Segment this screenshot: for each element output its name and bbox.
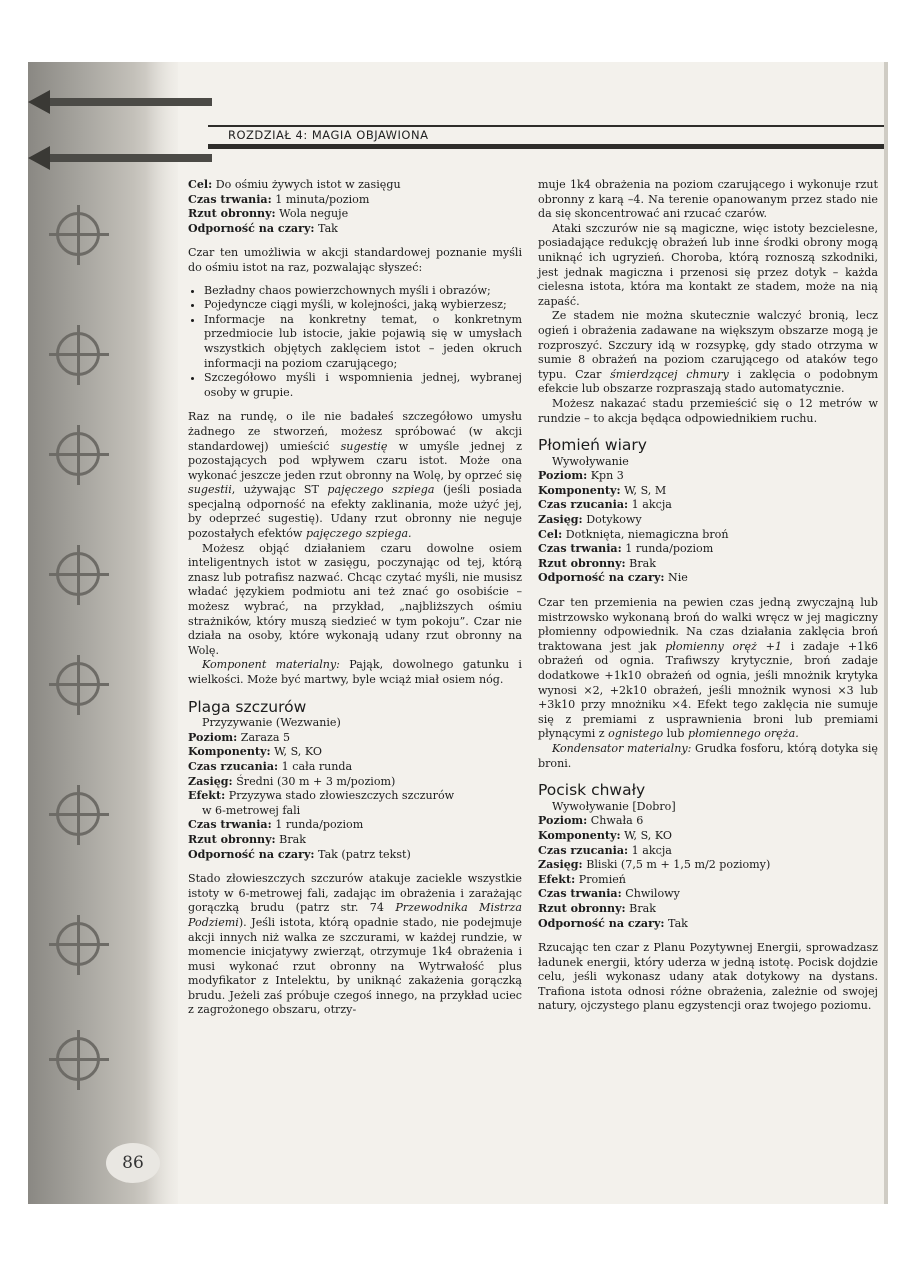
list-item: • Informacje na konkretny temat, o konkretnym przedmiocie lub istocie, jakie pojawią się w umysłach wszystkich objętych zaklęciem istot – jeden okruch informacji na poziom czarującego;	[204, 313, 522, 371]
spell-school: Przyzywanie (Wezwanie)	[202, 716, 341, 730]
rune-icon	[56, 1037, 100, 1081]
spell-title: Plaga szczurów	[188, 697, 307, 716]
rune-icon	[56, 552, 100, 596]
spell-stats: Poziom: Chwała 6 Komponenty: W, S, KO Czas rzucania: 1 akcja Zasięg: Bliski (7,5 m + 1,5 m/2 poziomy) Efekt: Promień Czas trwania: Chwilowy Rzut obronny: Brak Odporność na czary: Tak	[538, 814, 771, 930]
page-number: 86	[106, 1143, 160, 1183]
rune-icon	[56, 332, 100, 376]
list-item: • Pojedyncze ciągi myśli, w kolejności, jaką wybierzesz;	[204, 298, 522, 313]
spell-title: Płomień wiary	[538, 436, 647, 455]
paragraph: Stado złowieszczych szczurów atakuje zaciekle wszystkie istoty w 6-metrowej fali, zadając im obrażenia i zarażając gorączką brudu (patrz str. 74 Przewodnika Mistrza Podziemi). Jeśli istota, którą opadnie stado, nie podejmuje akcji innych niż walka ze szczurami, w każdej rundzie, w momencie inicjatywy zwierząt, otrzymuje 1k4 obrażenia i musi wykonać rzut obronny na Wytrwałość plus modyfikator z Intelektu, by uniknąć zakażenia gorączką brudu. Jeżeli zaś próbuje czegoś innego, na przykład uciec z zagrożonego obszaru, otrzy-	[188, 872, 522, 1017]
rune-icon	[56, 922, 100, 966]
spell-stats: Poziom: Kpn 3 Komponenty: W, S, M Czas rzucania: 1 akcja Zasięg: Dotykowy Cel: Dotknięta, niemagiczna broń Czas trwania: 1 runda/poziom Rzut obronny: Brak Odporność na czary: Nie	[538, 469, 729, 585]
arrow-icon	[42, 154, 212, 162]
paragraph: Czar ten umożliwia w akcji standardowej poznanie myśli do ośmiu istot na raz, pozwalając słyszeć:	[188, 246, 522, 274]
paragraph: Możesz objąć działaniem czaru dowolne osiem inteligentnych istot w zasięgu, poczynając od tej, którą znasz lub potrafisz nazwać. Chcąc czytać myśli, nie musisz władać językiem podmiotu ani też znać go osobiście – możesz wybrać, na przykład, „najbliższych ośmiu strażników, który muszą siedzieć w tym pokoju”. Czar nie działa na osoby, które wykonają udany rzut obronny na Wolę.	[188, 541, 522, 657]
column-right	[538, 178, 878, 1014]
list-item: • Bezładny chaos powierzchownych myśli i obrazów;	[204, 284, 522, 299]
spell-stats: Poziom: Zaraza 5 Komponenty: W, S, KO Czas rzucania: 1 cała runda Zasięg: Średni (30 m + 3 m/poziom) Efekt: Przyzywa stado złowieszczych szczurów w 6-metrowej fali Czas trwania: 1 runda/poziom Rzut obronny: Brak Odporność na czary: Tak (patrz tekst)	[188, 730, 455, 861]
arrow-icon	[42, 98, 212, 106]
list-item: • Szczegółowo myśli i wspomnienia jednej, wybranej osoby w grupie.	[204, 371, 522, 400]
spell-school: Wywoływanie [Dobro]	[552, 799, 676, 813]
spell-school: Wywoływanie	[552, 454, 629, 468]
rune-icon	[56, 212, 100, 256]
spell-title: Pocisk chwały	[538, 781, 646, 800]
paragraph: Komponent materialny: Pająk, dowolnego gatunku i wielkości. Może być martwy, byle wciąż miał osiem nóg.	[188, 658, 522, 686]
paragraph: Możesz nakazać stadu przemieścić się o 12 metrów w rundzie – to akcja będąca odpowiednikiem ruchu.	[538, 396, 878, 425]
arrow-head-icon	[28, 90, 50, 114]
bullet-list	[188, 284, 522, 401]
chapter-title: ROZDZIAŁ 4: MAGIA OBJAWIONA	[228, 128, 429, 142]
rune-icon	[56, 662, 100, 706]
paragraph: Rzucając ten czar z Planu Pozytywnej Energii, sprowadzasz ładunek energii, który uderza w jedną istotę. Pocisk dojdzie celu, jeśli wykonasz udany atak dotykowy na dystans. Trafiona istota odnosi różne obrażenia, zależnie od swojej natury, ojczystego planu egzystencji oraz twojego poziomu.	[538, 941, 878, 1013]
paragraph: Raz na rundę, o ile nie badałeś szczegółowo umysłu żadnego ze stworzeń, możesz spróbować (w akcji standardowej) umieścić sugestię w umyśle jednej z pozostających pod wpływem czaru istot. Może ona wykonać jeszcze jeden rzut obronny na Wolę, by oprzeć się sugestii, używając ST pajęczego szpiega (jeśli posiada specjalną odporność na efekty zaklinania, może użyć jej, by odeprzeć sugestię). Udany rzut obronny nie neguje pozostałych efektów pajęczego szpiega.	[188, 410, 522, 541]
paragraph: Ze stadem nie można skutecznie walczyć bronią, lecz ogień i obrażenia zadawane na większym obszarze mogą je rozproszyć. Szczury idą w rozsypkę, gdy stado otrzyma w sumie 8 obrażeń na poziom czarującego od ataków tego typu. Czar śmierdzącej chmury i zaklęcia o podobnym efekcie lub obszarze rozpraszają stado automatycznie.	[538, 309, 878, 396]
arrow-head-icon	[28, 146, 50, 170]
rune-icon	[56, 792, 100, 836]
rune-icon	[56, 432, 100, 476]
paragraph: Ataki szczurów nie są magiczne, więc istoty bezcielesne, posiadające redukcję obrażeń lub inne środki obrony mogą uniknąć ich ugryzień. Choroba, którą roznoszą szkodniki, jest jednak magiczna i przenosi się przez dotyk – każda cielesna istota, która ma kontakt ze stadem, może na nią zapaść.	[538, 221, 878, 308]
paragraph: Czar ten przemienia na pewien czas jedną zwyczajną lub mistrzowsko wykonaną broń do walki wręcz w jej magiczny płomienny odpowiednik. Na czas działania zaklęcia broń traktowana jest jak płomienny oręż +1 i zadaje +1k6 obrażeń od ognia. Trafiwszy krytycznie, broń zadaje dodatkowe +1k10 obrażeń od ognia, jeśli mnożnik krytyka wynosi ×2, +2k10 obrażeń, jeśli mnożnik wynosi ×3 lub +3k10 przy mnożniku ×4. Efekt tego zaklęcia nie sumuje się z premiami z usprawnienia broni lub premiami płynącymi z ognistego lub płomiennego oręża.	[538, 596, 878, 741]
spell-stats: Cel: Do ośmiu żywych istot w zasięgu Czas trwania: 1 minuta/poziom Rzut obronny: Wola neguje Odporność na czary: Tak	[188, 178, 401, 235]
paragraph: Kondensator materialny: Grudka fosforu, którą dotyka się broni.	[538, 741, 878, 770]
book-page	[28, 62, 884, 1204]
column-left	[188, 178, 522, 1018]
paragraph: muje 1k4 obrażenia na poziom czarującego i wykonuje rzut obronny z karą –4. Na terenie opanowanym przez stado nie da się skoncentrować ani rzucać czarów.	[538, 178, 878, 221]
